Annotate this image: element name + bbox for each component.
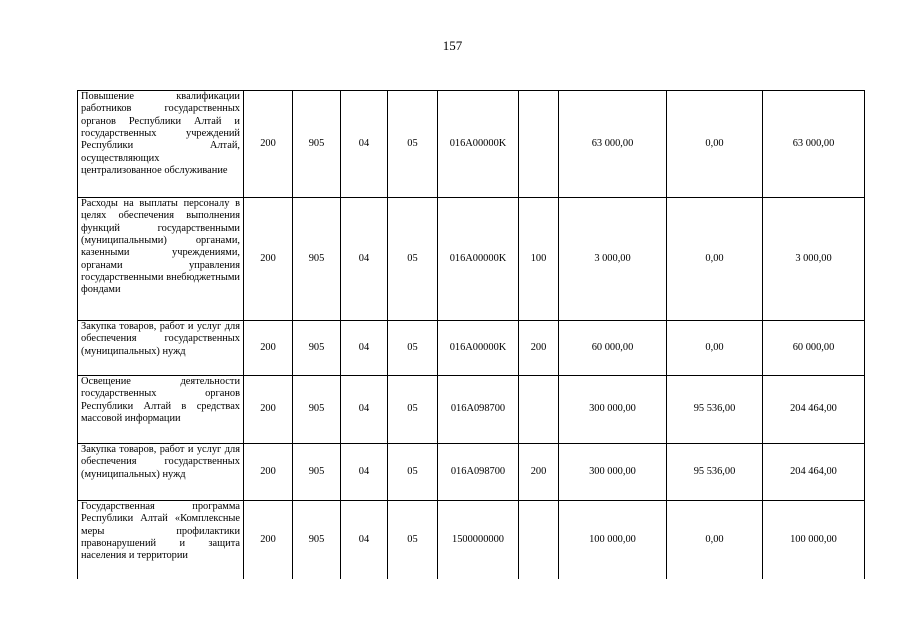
section-cell: 04: [341, 501, 388, 579]
ministry-code-cell: 905: [293, 198, 341, 321]
planned-amount-cell: 300 000,00: [559, 444, 667, 501]
remaining-amount-cell: 3 000,00: [763, 198, 865, 321]
section-cell: 04: [341, 321, 388, 376]
budget-table: [77, 90, 865, 579]
subsection-cell: 05: [388, 376, 438, 444]
ministry-code-cell: 905: [293, 321, 341, 376]
row-description: Повышение квалификации работников государственных органов Республики Алтай и государственных учреждений Республики Алтай, осуществляющих централизованное обслуживание: [78, 91, 244, 198]
admin-code-cell: 200: [244, 321, 293, 376]
ministry-code-cell: 905: [293, 501, 341, 579]
subsection-cell: 05: [388, 198, 438, 321]
target-article-cell: 016A098700: [438, 376, 519, 444]
row-description: Расходы на выплаты персоналу в целях обеспечения выполнения функций государственными (муниципальными) органами, казенными учреждениями, органами управления государственными внебюджетными фондами: [78, 198, 244, 321]
executed-amount-cell: 0,00: [667, 501, 763, 579]
subsection-cell: 05: [388, 91, 438, 198]
row-description: Освещение деятельности государственных органов Республики Алтай в средствах массовой информации: [78, 376, 244, 444]
table-row: [78, 444, 865, 501]
table-row: [78, 321, 865, 376]
executed-amount-cell: 95 536,00: [667, 444, 763, 501]
target-article-cell: 016A00000K: [438, 198, 519, 321]
planned-amount-cell: 300 000,00: [559, 376, 667, 444]
page-number: 157: [442, 38, 463, 53]
subsection-cell: 05: [388, 444, 438, 501]
ministry-code-cell: 905: [293, 376, 341, 444]
remaining-amount-cell: 204 464,00: [763, 444, 865, 501]
target-article-cell: 016A00000K: [438, 91, 519, 198]
ministry-code-cell: 905: [293, 91, 341, 198]
executed-amount-cell: 0,00: [667, 321, 763, 376]
expense-type-cell: [519, 501, 559, 579]
planned-amount-cell: 63 000,00: [559, 91, 667, 198]
planned-amount-cell: 3 000,00: [559, 198, 667, 321]
ministry-code-cell: 905: [293, 444, 341, 501]
section-cell: 04: [341, 198, 388, 321]
admin-code-cell: 200: [244, 198, 293, 321]
expense-type-cell: 100: [519, 198, 559, 321]
target-article-cell: 1500000000: [438, 501, 519, 579]
row-description: Закупка товаров, работ и услуг для обеспечения государственных (муниципальных) нужд: [78, 444, 244, 501]
subsection-cell: 05: [388, 321, 438, 376]
expense-type-cell: [519, 376, 559, 444]
remaining-amount-cell: 63 000,00: [763, 91, 865, 198]
expense-type-cell: 200: [519, 321, 559, 376]
row-description: Государственная программа Республики Алтай «Комплексные меры профилактики правонарушений и защита населения и территории: [78, 501, 244, 579]
table-row: [78, 91, 865, 198]
table-row: [78, 501, 865, 579]
admin-code-cell: 200: [244, 444, 293, 501]
admin-code-cell: 200: [244, 501, 293, 579]
executed-amount-cell: 0,00: [667, 91, 763, 198]
executed-amount-cell: 0,00: [667, 198, 763, 321]
executed-amount-cell: 95 536,00: [667, 376, 763, 444]
expense-type-cell: [519, 91, 559, 198]
table-row: [78, 376, 865, 444]
target-article-cell: 016A098700: [438, 444, 519, 501]
row-description: Закупка товаров, работ и услуг для обеспечения государственных (муниципальных) нужд: [78, 321, 244, 376]
planned-amount-cell: 100 000,00: [559, 501, 667, 579]
subsection-cell: 05: [388, 501, 438, 579]
admin-code-cell: 200: [244, 376, 293, 444]
expense-type-cell: 200: [519, 444, 559, 501]
section-cell: 04: [341, 444, 388, 501]
table-row: [78, 198, 865, 321]
section-cell: 04: [341, 376, 388, 444]
remaining-amount-cell: 100 000,00: [763, 501, 865, 579]
planned-amount-cell: 60 000,00: [559, 321, 667, 376]
target-article-cell: 016A00000K: [438, 321, 519, 376]
remaining-amount-cell: 204 464,00: [763, 376, 865, 444]
section-cell: 04: [341, 91, 388, 198]
admin-code-cell: 200: [244, 91, 293, 198]
remaining-amount-cell: 60 000,00: [763, 321, 865, 376]
